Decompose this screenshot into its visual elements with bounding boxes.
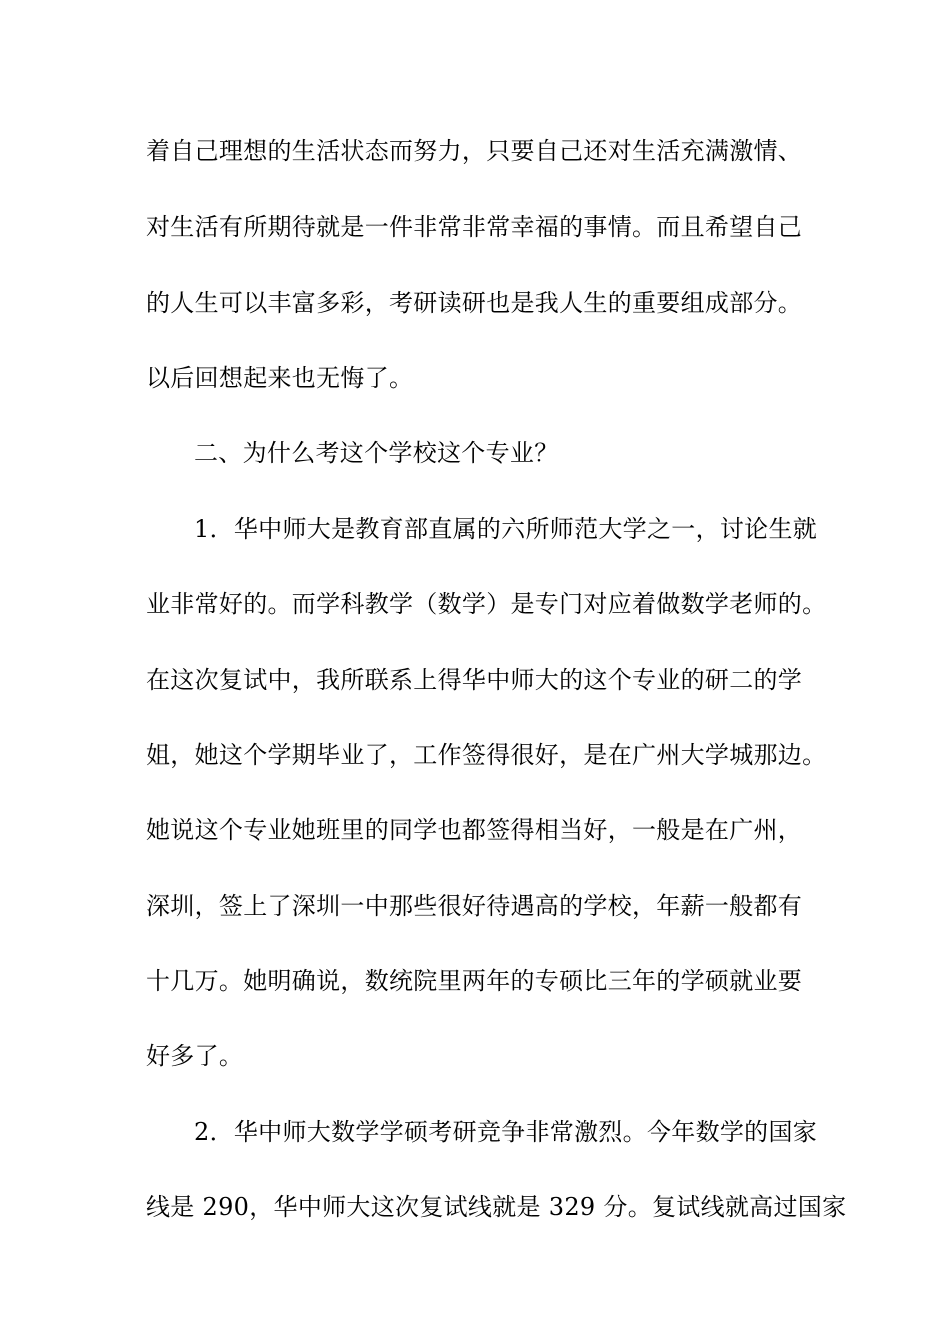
- paragraph-line: 她说这个专业她班里的同学也都签得相当好，一般是在广州，: [146, 816, 803, 844]
- section-heading: 二、为什么考这个学校这个专业？: [194, 439, 559, 467]
- paragraph-line: 业非常好的。而学科教学（数学）是专门对应着做数学老师的。: [146, 590, 827, 618]
- paragraph-line: 着自己理想的生活状态而努力，只要自己还对生活充满激情、: [146, 137, 803, 165]
- paragraph-line: 十几万。她明确说，数统院里两年的专硕比三年的学硕就业要: [146, 967, 803, 995]
- paragraph-line: 2．华中师大数学学硕考研竞争非常激烈。今年数学的国家: [194, 1118, 818, 1146]
- paragraph-line: 1．华中师大是教育部直属的六所师范大学之一，讨论生就: [194, 515, 818, 543]
- paragraph-line: 线是 290，华中师大这次复试线就是 329 分。复试线就高过国家: [146, 1193, 847, 1221]
- paragraph-line: 深圳，签上了深圳一中那些很好待遇高的学校，年薪一般都有: [146, 892, 803, 920]
- paragraph-line: 在这次复试中，我所联系上得华中师大的这个专业的研二的学: [146, 666, 803, 694]
- paragraph-line: 好多了。: [146, 1042, 244, 1070]
- paragraph-line: 的人生可以丰富多彩，考研读研也是我人生的重要组成部分。: [146, 289, 803, 317]
- paragraph-line: 对生活有所期待就是一件非常非常幸福的事情。而且希望自己: [146, 213, 803, 241]
- paragraph-line: 姐，她这个学期毕业了，工作签得很好，是在广州大学城那边。: [146, 741, 827, 769]
- paragraph-line: 以后回想起来也无悔了。: [146, 364, 414, 392]
